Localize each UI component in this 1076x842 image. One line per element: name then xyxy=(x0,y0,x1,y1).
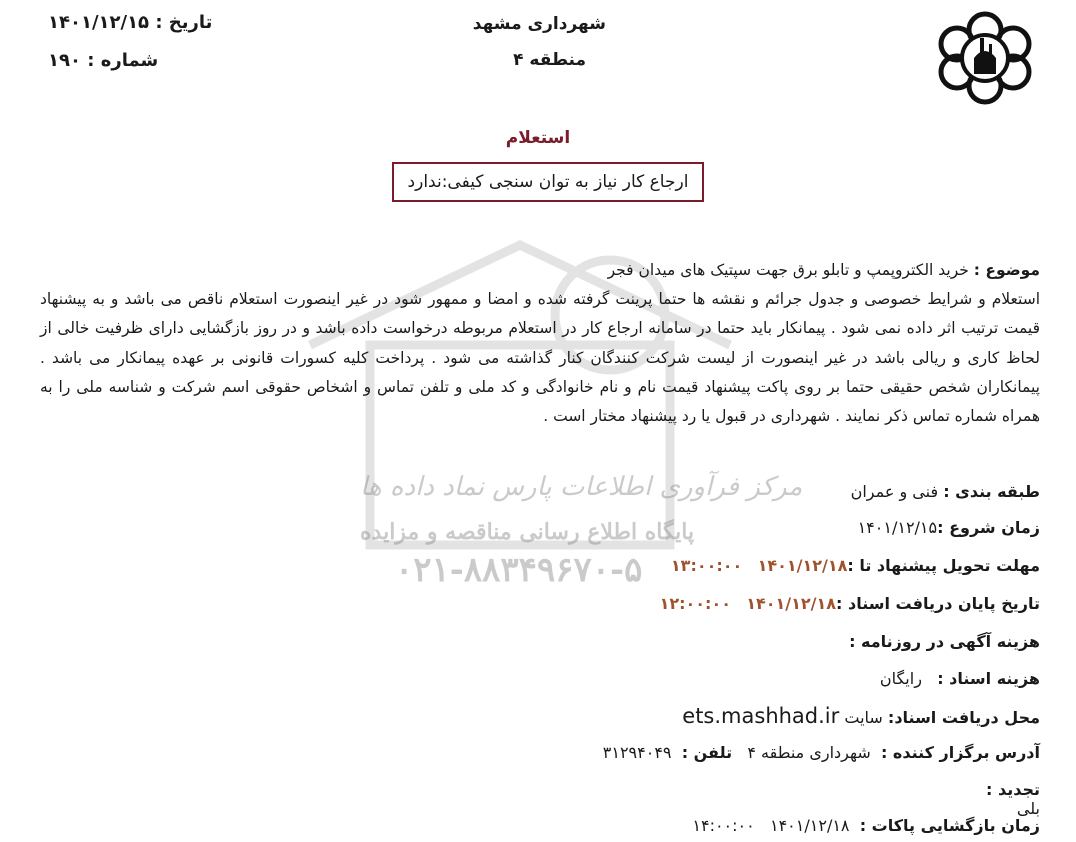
body-text: استعلام و شرایط خصوصی و جدول جرائم و نقشه ها حتما پرینت گرفته شده و امضا و ممهور شود در غیر اینصورت استعلام ناقص می باشد و به پیشنهاد قیمت ترتیب اثر داده نمی شود . پیمانکار باید حتما در سامانه ارجاع کار در استعلام مربوطه درخواست داده باشد و در روز بازگشایی دارای ظرفیت خالی از لحاظ کاری و ریالی باشد در غیر اینصورت از لیست شرکت کنندگان کنار گذاشته می شود . پرداخت کلیه کسورات قانونی بر عهده پیمانکار می باشد . پیمانکاران شخص حقیقی حتما بر روی پاکت پیشنهاد قیمت نام و نام خانوادگی و کد ملی و تلفن تماس و اشخاص حقوقی اسم شرکت و شناسه ملی را به همراه شماره تماس ذکر نمایند . شهرداری در قبول یا رد پیشنهاد مختار است . xyxy=(40,290,1040,426)
docs-end-date: ۱۴۰۱/۱۲/۱۸ xyxy=(746,594,837,613)
document-number: شماره : ۱۹۰ xyxy=(48,50,159,71)
doc-place-site[interactable]: ets.mashhad.ir xyxy=(682,704,840,728)
organizer-label: آدرس برگزار کننده : xyxy=(880,743,1040,762)
quality-assessment-note: ارجاع کار نیاز به توان سنجی کیفی:ندارد xyxy=(392,162,704,202)
doc-place-prefix: سایت xyxy=(844,708,883,727)
organizer-row xyxy=(603,743,1040,762)
subject-value: خرید الکتروپمپ و تابلو برق جهت سپتیک های میدان فجر xyxy=(607,261,969,279)
watermark-line-1: مرکز فرآوری اطلاعات پارس نماد داده ها xyxy=(360,472,803,502)
organization-name: شهرداری مشهد xyxy=(472,14,606,34)
doc-place-row xyxy=(682,704,1040,728)
proposal-deadline-row xyxy=(671,556,1040,575)
municipality-logo-icon xyxy=(930,8,1040,108)
category-row xyxy=(851,482,1040,501)
phone-value: ۳۱۲۹۴۰۴۹ xyxy=(602,743,672,762)
start-time-value: ۱۴۰۱/۱۲/۱۵ xyxy=(857,518,938,537)
proposal-deadline-date: ۱۴۰۱/۱۲/۱۸ xyxy=(757,556,848,575)
doc-cost-label: هزینه اسناد : xyxy=(937,669,1040,688)
start-time-row xyxy=(858,518,1040,537)
opening-row xyxy=(692,816,1040,835)
document-date: تاریخ : ۱۴۰۱/۱۲/۱۵ xyxy=(48,12,213,33)
opening-time: ۱۴:۰۰:۰۰ xyxy=(692,816,755,835)
ad-cost-row xyxy=(849,632,1040,651)
renewal-row xyxy=(986,780,1040,818)
renewal-value: بلی xyxy=(1016,799,1040,818)
opening-label: زمان بازگشایی پاکات : xyxy=(859,816,1040,835)
ad-cost-label: هزینه آگهی در روزنامه : xyxy=(849,632,1040,651)
page-title: استعلام xyxy=(505,128,571,148)
watermark-line-2: پایگاه اطلاع رسانی مناقصه و مزایده xyxy=(360,519,695,545)
subject-label: موضوع : xyxy=(973,261,1040,279)
subject-line xyxy=(40,256,1040,285)
doc-cost-value: رایگان xyxy=(879,669,922,688)
organizer-value: شهرداری منطقه ۴ xyxy=(747,743,871,762)
doc-place-label: محل دریافت اسناد: xyxy=(887,708,1040,727)
category-value: فنی و عمران xyxy=(850,482,939,501)
category-label: طبقه بندی : xyxy=(943,482,1040,501)
body-paragraph xyxy=(40,256,1040,431)
phone-label: تلفن : xyxy=(681,743,733,762)
proposal-deadline-time: ۱۳:۰۰:۰۰ xyxy=(670,556,743,575)
watermark-phone: ۰۲۱-۸۸۳۴۹۶۷۰-۵ xyxy=(395,550,643,590)
docs-end-row xyxy=(660,594,1040,613)
docs-end-label: تاریخ پایان دریافت اسناد : xyxy=(836,594,1040,613)
opening-date: ۱۴۰۱/۱۲/۱۸ xyxy=(769,816,850,835)
docs-end-time: ۱۲:۰۰:۰۰ xyxy=(659,594,731,613)
proposal-deadline-label: مهلت تحویل پیشنهاد تا : xyxy=(847,556,1040,575)
doc-cost-row xyxy=(880,669,1040,688)
region-name: منطقه ۴ xyxy=(513,50,586,70)
start-time-label: زمان شروع : xyxy=(937,518,1040,537)
renewal-label: تجدید : xyxy=(986,780,1040,799)
